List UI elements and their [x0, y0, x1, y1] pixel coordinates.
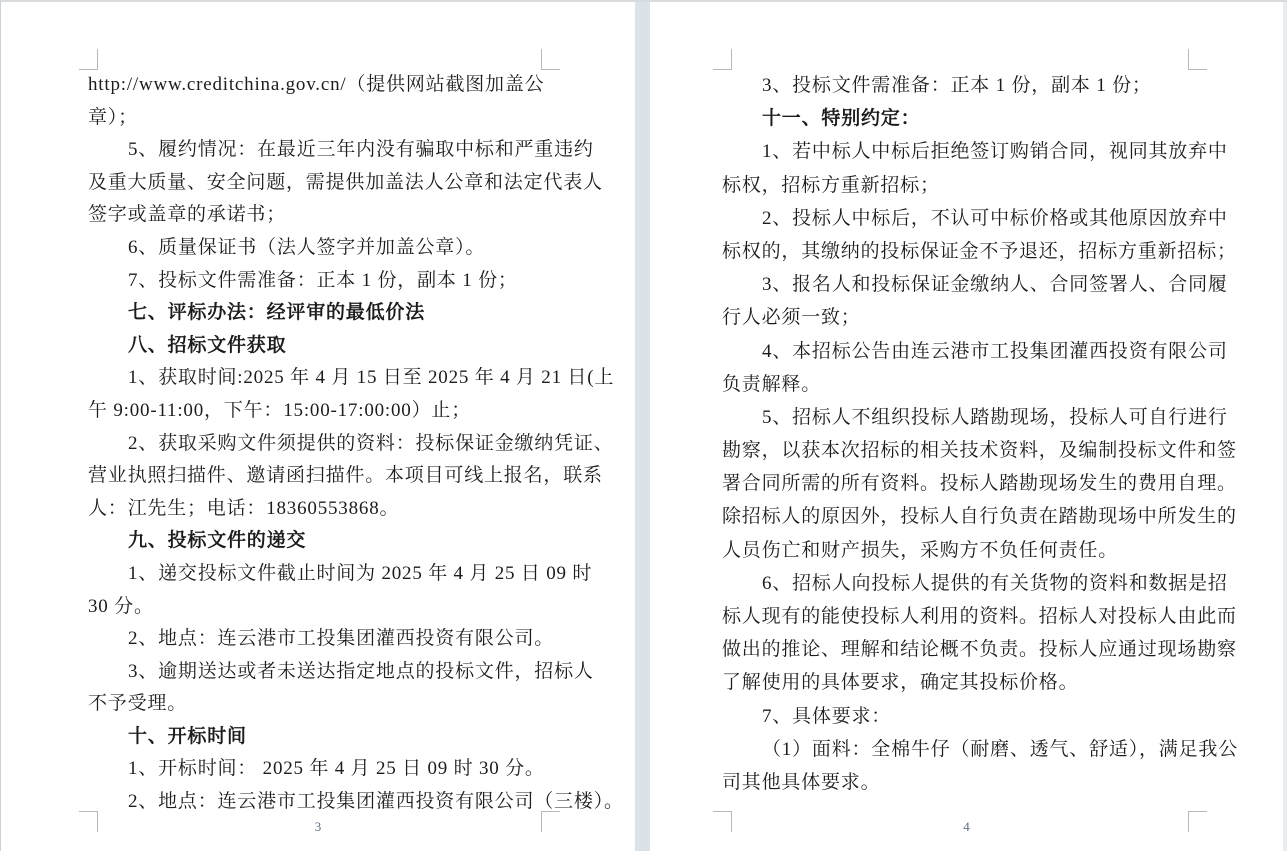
- text-line: 午 9:00-11:00，下午：15:00-17:00:00）止；: [88, 399, 471, 421]
- text-line: 章）；: [88, 106, 138, 128]
- text-line: 除招标人的原因外，投标人自行负责在踏勘现场中所发生的: [722, 506, 1237, 528]
- text-line: 行人必须一致；: [722, 307, 861, 329]
- text-line: 标权，招标方重新招标；: [722, 174, 940, 196]
- text-line: 标权的，其缴纳的投标保证金不予退还，招标方重新招标；: [722, 240, 1237, 262]
- text-line: 3、报名人和投标保证金缴纳人、合同签署人、合同履: [762, 274, 1228, 296]
- page-number: 3: [314, 819, 322, 834]
- text-line: 6、招标人向投标人提供的有关货物的资料和数据是招: [762, 572, 1228, 594]
- text-line: 签字或盖章的承诺书；: [88, 204, 287, 226]
- text-line: 1、若中标人中标后拒绝签订购销合同，视同其放弃中: [762, 141, 1228, 163]
- document-page-4[interactable]: [650, 2, 1283, 851]
- text-line: 不予受理。: [88, 693, 188, 715]
- text-line: 司其他具体要求。: [722, 771, 881, 793]
- text-line: 七、评标办法：经评审的最低价法: [128, 302, 426, 324]
- text-line: 1、开标时间： 2025 年 4 月 25 日 09 时 30 分。: [128, 758, 545, 780]
- page-4-text: [722, 69, 1239, 799]
- document-page-3[interactable]: [1, 2, 635, 851]
- text-line: 6、质量保证书（法人签字并加盖公章）。: [128, 236, 486, 258]
- scrollbar-track[interactable]: [1283, 2, 1287, 851]
- text-line: 2、地点：连云港市工投集团灌西投资有限公司（三楼）。: [128, 791, 624, 813]
- text-line: 30 分。: [88, 595, 154, 617]
- text-line: 勘察，以获本次招标的相关技术资料，及编制投标文件和签: [722, 440, 1237, 462]
- text-line: 1、递交投标文件截止时间为 2025 年 4 月 25 日 09 时: [128, 562, 593, 584]
- text-boundary-mark-top-left: [713, 49, 732, 70]
- text-line: 营业执照扫描件、邀请函扫描件。本项目可线上报名，联系: [88, 465, 603, 487]
- text-line: http://www.creditchina.gov.cn/（提供网站截图加盖公: [88, 74, 545, 95]
- text-line: 十、开标时间: [128, 725, 247, 747]
- text-line: 人：江先生；电话：18360553868。: [88, 497, 400, 519]
- text-line: 人员伤亡和财产损失，采购方不负任何责任。: [722, 539, 1119, 561]
- text-line: 5、履约情况：在最近三年内没有骗取中标和严重违约: [128, 139, 594, 161]
- text-line: 十一、特别约定：: [762, 108, 921, 130]
- text-line: 1、获取时间:2025 年 4 月 15 日至 2025 年 4 月 21 日(上: [128, 367, 615, 389]
- text-boundary-mark-top-left: [79, 49, 98, 70]
- text-line: 5、招标人不组织投标人踏勘现场，投标人可自行进行: [762, 406, 1228, 428]
- text-line: 八、招标文件获取: [128, 334, 287, 356]
- text-line: 署合同所需的所有资料。投标人踏勘现场发生的费用自理。: [722, 473, 1237, 495]
- text-boundary-mark-top-right: [541, 49, 560, 70]
- page-number: 4: [963, 819, 970, 834]
- text-line: 3、投标文件需准备：正本 1 份，副本 1 份；: [762, 75, 1152, 96]
- text-boundary-mark-top-right: [1188, 49, 1207, 70]
- text-line: 2、地点：连云港市工投集团灌西投资有限公司。: [128, 628, 555, 650]
- text-line: 2、获取采购文件须提供的资料：投标保证金缴纳凭证、: [128, 432, 614, 454]
- text-line: （1）面料：全棉牛仔（耐磨、透气、舒适），满足我公: [762, 738, 1239, 760]
- text-line: 7、具体要求：: [762, 705, 892, 727]
- text-line: 标人现有的能使投标人利用的资料。招标人对投标人由此而: [722, 606, 1237, 627]
- page-gap-divider: [635, 2, 650, 851]
- page-3-text: [88, 69, 624, 819]
- text-line: 了解使用的具体要求，确定其投标价格。: [722, 672, 1079, 694]
- text-line: 3、逾期送达或者未送达指定地点的投标文件，招标人: [128, 660, 594, 682]
- text-line: 4、本招标公告由连云港市工投集团灌西投资有限公司: [762, 340, 1228, 362]
- text-line: 及重大质量、安全问题，需提供加盖法人公章和法定代表人: [88, 171, 603, 193]
- text-line: 2、投标人中标后，不认可中标价格或其他原因放弃中: [762, 207, 1228, 229]
- text-line: 负责解释。: [722, 373, 822, 395]
- text-line: 做出的推论、理解和结论概不负责。投标人应通过现场勘察: [722, 639, 1237, 661]
- text-line: 九、投标文件的递交: [128, 530, 307, 552]
- text-line: 7、投标文件需准备：正本 1 份，副本 1 份；: [128, 269, 518, 291]
